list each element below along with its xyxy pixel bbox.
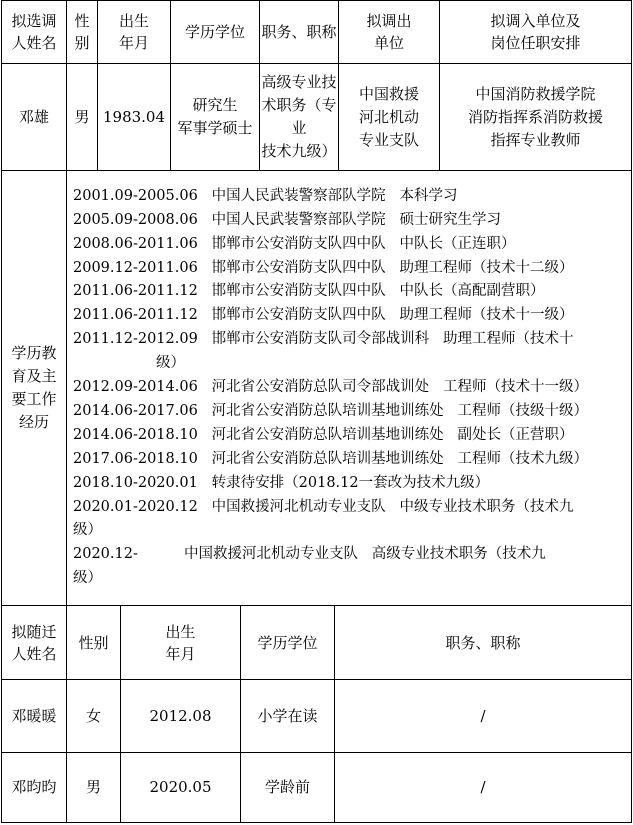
candidate-from-unit: 中国救援 河北机动 专业支队 [339, 64, 440, 171]
family-header-name: 拟随迁 人姓名 [2, 606, 67, 680]
resume-line: 2008.06-2011.06 邯郸市公安消防支队四中队 中队长（正连职） [73, 235, 516, 252]
candidate-position: 高级专业技 术职务（专业 技术九级） [260, 64, 339, 171]
resume-line: 2005.09-2008.06 中国人民武装警察部队学院 硕士研究生学习 [73, 211, 501, 228]
header-from-unit: 拟调出 单位 [339, 1, 440, 64]
family-header-row [2, 606, 632, 680]
family-header-position: 职务、职称 [335, 606, 632, 680]
candidate-gender: 男 [67, 64, 98, 171]
resume-line: 2018.10-2020.01 转隶待安排（2018.12一套改为技术九级） [73, 474, 490, 491]
resume-line: 级） [73, 355, 185, 372]
form-table [1, 0, 632, 823]
header-name: 拟选调 人姓名 [2, 1, 67, 64]
resume-line: 2017.06-2018.10 河北省公安消防总队培训基地训练处 工程师（技术九级） [73, 450, 588, 467]
resume-line: 2011.06-2011.12 邯郸市公安消防支队四中队 助理工程师（技术十一级） [73, 307, 574, 324]
candidate-birth: 1983.04 [98, 64, 171, 171]
family-member-gender: 女 [67, 680, 121, 753]
header-position: 职务、职称 [260, 1, 339, 64]
resume-line: 2001.09-2005.06 中国人民武装警察部队学院 本科学习 [73, 187, 458, 204]
resume-row [2, 171, 632, 606]
family-row [2, 680, 632, 753]
family-member-education: 小学在读 [241, 680, 335, 753]
family-row [2, 753, 632, 823]
resume-line: 2011.12-2012.09 邯郸市公安消防支队司令部战训科 助理工程师（技术十 [73, 331, 574, 348]
header-gender: 性 别 [67, 1, 98, 64]
candidate-education: 研究生 军事学硕士 [171, 64, 260, 171]
header-row [2, 1, 632, 64]
resume-line: 2009.12-2011.06 邯郸市公安消防支队四中队 助理工程师（技术十二级） [73, 259, 574, 276]
candidate-name: 邓雄 [2, 64, 67, 171]
candidate-row [2, 64, 632, 171]
resume-label: 学历教 育及主 要工作 经历 [2, 171, 67, 606]
resume-line: 2020.12- 中国救援河北机动专业支队 高级专业技术职务（技术九 [73, 546, 546, 563]
header-education: 学历学位 [171, 1, 260, 64]
family-member-birth: 2012.08 [121, 680, 241, 753]
family-header-birth: 出生 年月 [121, 606, 241, 680]
family-member-name: 邓暖暖 [2, 680, 67, 753]
family-header-education: 学历学位 [241, 606, 335, 680]
family-header-gender: 性别 [67, 606, 121, 680]
resume-line: 2014.06-2017.06 河北省公安消防总队培训基地训练处 工程师（技级十级） [73, 402, 588, 419]
header-to-unit: 拟调入单位及 岗位任职安排 [440, 1, 632, 64]
resume-line: 2020.01-2020.12 中国救援河北机动专业支队 中级专业技术职务（技术九 [73, 498, 574, 515]
family-member-name: 邓昀昀 [2, 753, 67, 823]
header-birth: 出生 年月 [98, 1, 171, 64]
family-member-position: / [335, 680, 632, 753]
resume-line: 级） [73, 522, 102, 539]
resume-line: 2012.09-2014.06 河北省公安消防总队司令部战训处 工程师（技术十一级） [73, 379, 588, 396]
family-member-position: / [335, 753, 632, 823]
resume-line: 2014.06-2018.10 河北省公安消防总队培训基地训练处 副处长（正营职） [73, 426, 574, 443]
resume-line: 2011.06-2011.12 邯郸市公安消防支队四中队 中队长（高配副营职） [73, 283, 545, 300]
family-member-birth: 2020.05 [121, 753, 241, 823]
family-member-education: 学龄前 [241, 753, 335, 823]
candidate-to-unit: 中国消防救援学院 消防指挥系消防救援 指挥专业教师 [440, 64, 632, 171]
resume-content [67, 171, 632, 606]
family-member-gender: 男 [67, 753, 121, 823]
resume-line: 级） [73, 570, 102, 587]
